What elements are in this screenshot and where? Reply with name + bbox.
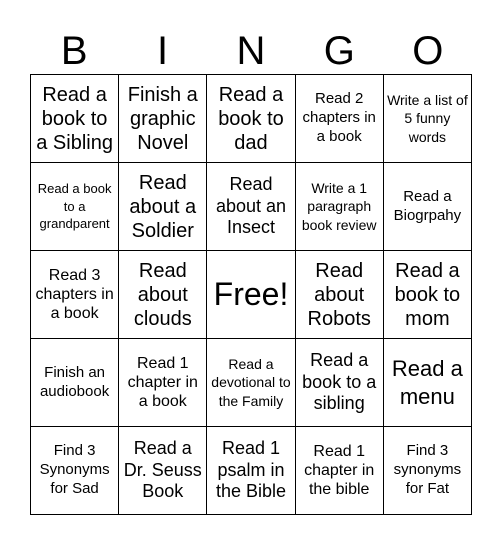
bingo-cell[interactable] [119, 427, 207, 515]
cell-text: Find 3 synonyms for Fat [393, 442, 462, 497]
cell-text: Read 1 chapter in the bible [304, 442, 375, 499]
cell-text: Read about an Insect [215, 174, 287, 238]
cell-text: Read a book to mom [394, 259, 461, 330]
bingo-cell[interactable] [296, 339, 384, 427]
bingo-cell[interactable] [296, 427, 384, 515]
bingo-cell[interactable] [207, 427, 295, 515]
cell-text: Write a 1 paragraph book review [301, 180, 377, 233]
cell-text: Read about clouds [133, 259, 192, 330]
bingo-cell[interactable] [119, 163, 207, 251]
cell-text: Read a menu [391, 356, 463, 409]
bingo-header [30, 28, 472, 74]
bingo-cell[interactable] [31, 251, 119, 339]
bingo-cell[interactable] [207, 163, 295, 251]
bingo-cell[interactable] [296, 251, 384, 339]
cell-text: Read a book to a sibling [302, 350, 377, 414]
cell-text: Read 2 chapters in a book [302, 90, 376, 145]
bingo-cell[interactable] [296, 163, 384, 251]
bingo-cell[interactable] [207, 339, 295, 427]
bingo-cell[interactable] [296, 75, 384, 163]
cell-text: Read about a Soldier [129, 171, 197, 242]
bingo-cell[interactable] [384, 427, 472, 515]
cell-text: Finish an audiobook [39, 363, 110, 400]
bingo-cell[interactable] [31, 163, 119, 251]
cell-text: Read 3 chapters in a book [35, 266, 114, 323]
cell-text: Read a book to a grandparent [37, 181, 112, 232]
header-letter-o: O [412, 29, 444, 73]
header-letter-n: N [236, 29, 266, 73]
cell-text: Find 3 Synonyms for Sad [39, 442, 110, 497]
header-letter-b: B [60, 29, 88, 73]
bingo-cell[interactable] [31, 339, 119, 427]
bingo-cell[interactable] [384, 339, 472, 427]
bingo-cell[interactable] [31, 75, 119, 163]
bingo-cell[interactable] [119, 251, 207, 339]
cell-text: Finish a graphic Novel [127, 83, 198, 154]
bingo-cell[interactable] [384, 163, 472, 251]
cell-text: Free! [213, 275, 289, 312]
bingo-cell[interactable] [119, 339, 207, 427]
cell-text: Read a devotional to the Family [211, 356, 291, 409]
bingo-cell[interactable] [384, 251, 472, 339]
cell-text: Read a book to a Sibling [36, 83, 113, 154]
bingo-cell[interactable] [384, 75, 472, 163]
cell-text: Write a list of 5 funny words [387, 92, 468, 145]
bingo-cell[interactable] [31, 427, 119, 515]
header-letter-i: I [157, 29, 169, 73]
cell-text: Read about Robots [307, 259, 371, 330]
cell-text: Read 1 psalm in the Bible [215, 438, 287, 502]
header-letter-g: G [323, 29, 355, 73]
cell-text: Read a Dr. Seuss Book [123, 438, 202, 502]
bingo-grid [30, 74, 472, 515]
free-space[interactable] [207, 251, 295, 339]
bingo-cell[interactable] [119, 75, 207, 163]
cell-text: Read a Biogrpahy [393, 187, 462, 224]
bingo-cell[interactable] [207, 75, 295, 163]
cell-text: Read a book to dad [218, 83, 284, 154]
cell-text: Read 1 chapter in a book [127, 354, 198, 411]
